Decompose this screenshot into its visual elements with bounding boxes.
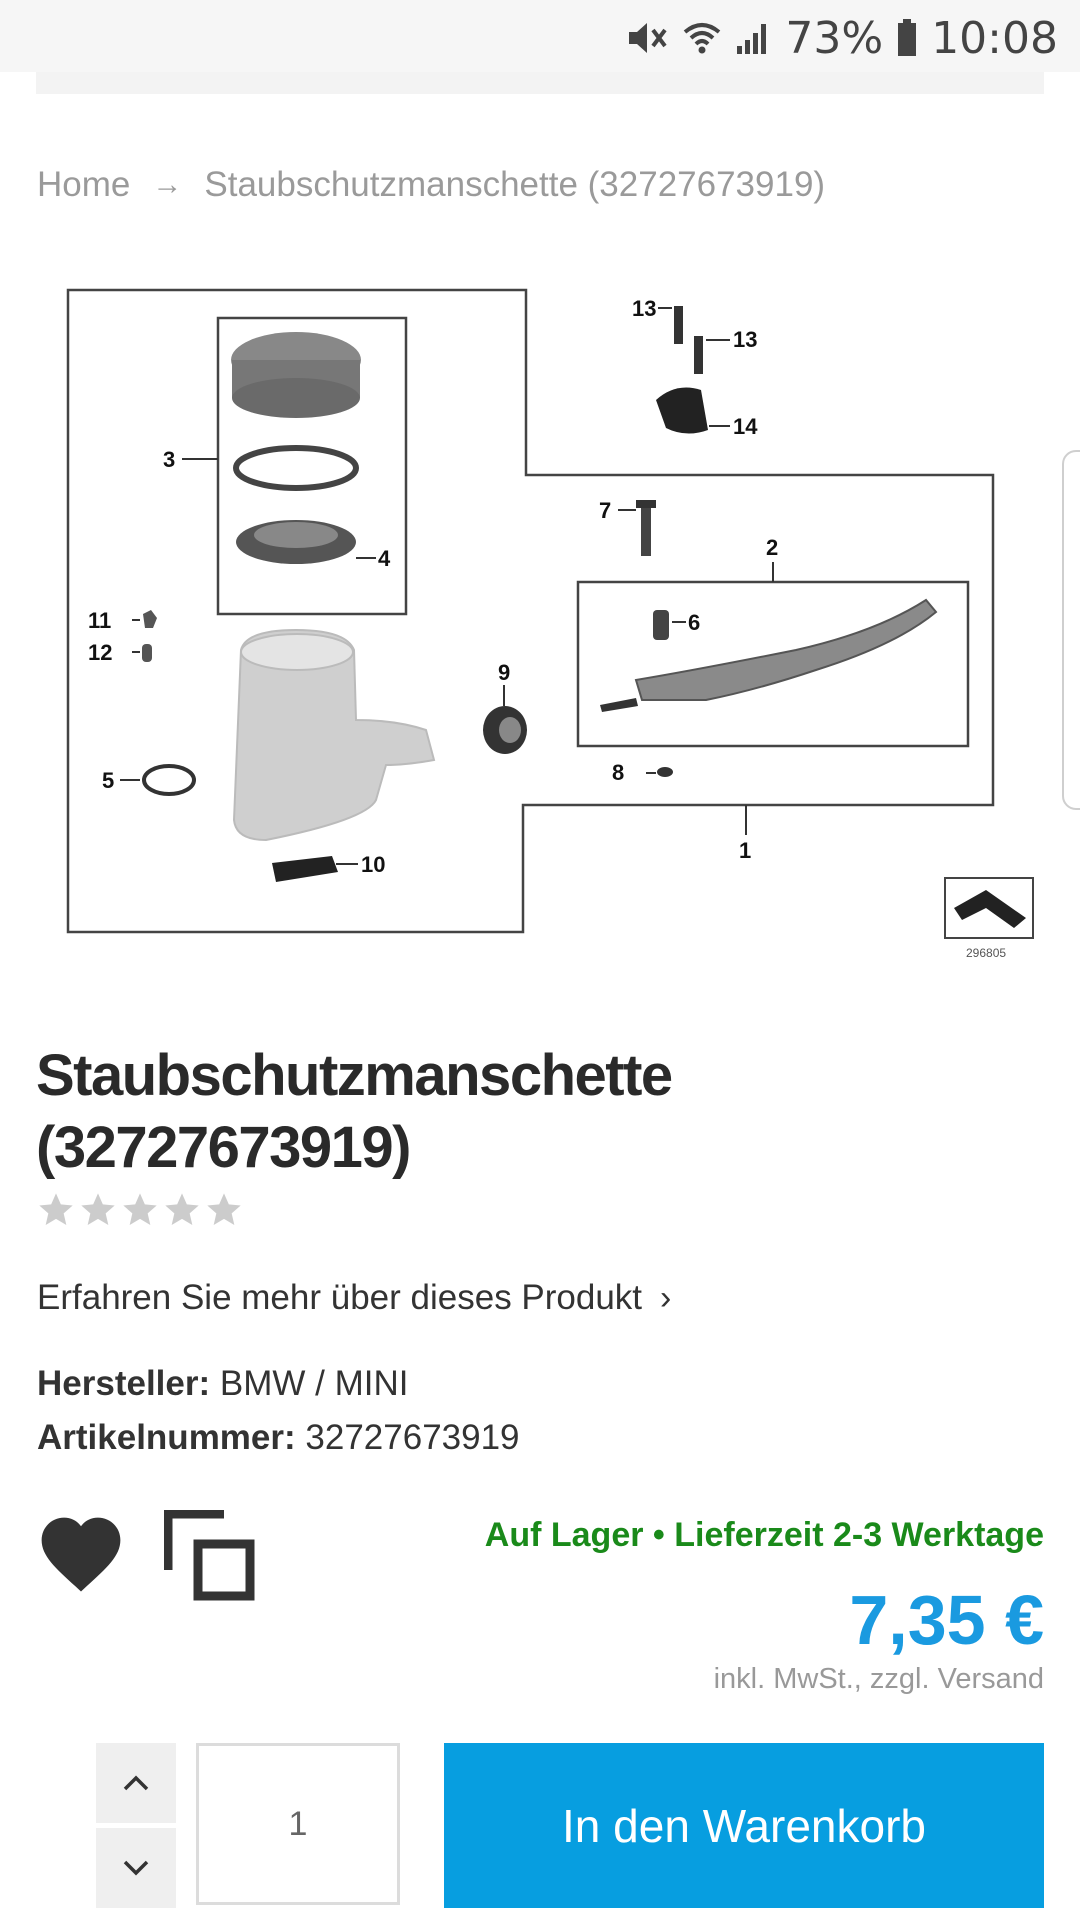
diagram-ref-number: 296805 (966, 946, 1007, 960)
star-icon (36, 1190, 76, 1230)
arrow-right-icon: → (152, 168, 183, 201)
callout-label: 6 (688, 610, 701, 635)
star-icon (162, 1190, 202, 1230)
heart-icon[interactable] (36, 1512, 126, 1596)
manufacturer-label: Hersteller: (37, 1364, 211, 1403)
article-number-label: Artikelnummer: (37, 1418, 296, 1457)
article-number-row (37, 1418, 520, 1458)
callout-label: 5 (102, 768, 115, 793)
callout-label: 13 (632, 296, 657, 321)
callout-label: 11 (88, 608, 112, 633)
product-title (36, 1040, 1036, 1184)
callout-label: 7 (599, 498, 612, 523)
product-title-line1: Staubschutzmanschette (36, 1043, 672, 1108)
parts-diagram-image[interactable] (36, 260, 1044, 970)
battery-percent: 73% (785, 12, 884, 64)
clock: 10:08 (931, 12, 1058, 64)
learn-more-link[interactable] (37, 1278, 671, 1318)
article-number-value: 32727673919 (305, 1418, 520, 1457)
chevron-down-icon (122, 1859, 150, 1877)
callout-label: 3 (163, 447, 176, 472)
callout-label: 10 (361, 852, 386, 877)
callout-label: 4 (378, 546, 391, 571)
stock-status: Auf Lager • Lieferzeit 2-3 Werktage (484, 1516, 1044, 1554)
tax-note: inkl. MwSt., zzgl. Versand (713, 1663, 1044, 1695)
quantity-increase-button[interactable] (96, 1743, 176, 1823)
product-price: 7,35 € (849, 1581, 1044, 1659)
star-icon (120, 1190, 160, 1230)
add-to-cart-button[interactable]: In den Warenkorb (444, 1743, 1044, 1908)
learn-more-label: Erfahren Sie mehr über dieses Produkt (37, 1278, 643, 1317)
chevron-right-icon: › (660, 1278, 672, 1317)
callout-label: 8 (612, 760, 625, 785)
callout-label: 13 (733, 327, 758, 352)
callout-label: 12 (88, 640, 113, 665)
chevron-up-icon (122, 1774, 150, 1792)
status-bar (0, 0, 1080, 72)
signal-icon (735, 20, 771, 56)
manufacturer-value: BMW / MINI (219, 1364, 409, 1403)
quantity-decrease-button[interactable] (96, 1828, 176, 1908)
header-strip (36, 72, 1044, 94)
breadcrumb (37, 160, 825, 210)
star-icon (78, 1190, 118, 1230)
star-icon (204, 1190, 244, 1230)
side-drawer-handle[interactable] (1062, 450, 1080, 810)
status-icons (627, 10, 1058, 66)
callout-label: 9 (498, 660, 511, 685)
callout-label: 1 (739, 838, 752, 863)
product-title-line2: (32727673919) (36, 1115, 410, 1180)
rating-stars[interactable] (36, 1190, 244, 1230)
breadcrumb-current[interactable]: Staubschutzmanschette (32727673919) (204, 165, 826, 204)
quantity-input[interactable] (196, 1743, 400, 1905)
breadcrumb-home[interactable]: Home (37, 165, 131, 204)
compare-icon[interactable] (164, 1510, 256, 1602)
callout-label: 14 (733, 414, 758, 439)
manufacturer-row (37, 1364, 408, 1404)
mute-icon (627, 20, 669, 56)
battery-icon (897, 19, 917, 57)
callout-label: 2 (766, 535, 779, 560)
wifi-icon (683, 20, 721, 56)
